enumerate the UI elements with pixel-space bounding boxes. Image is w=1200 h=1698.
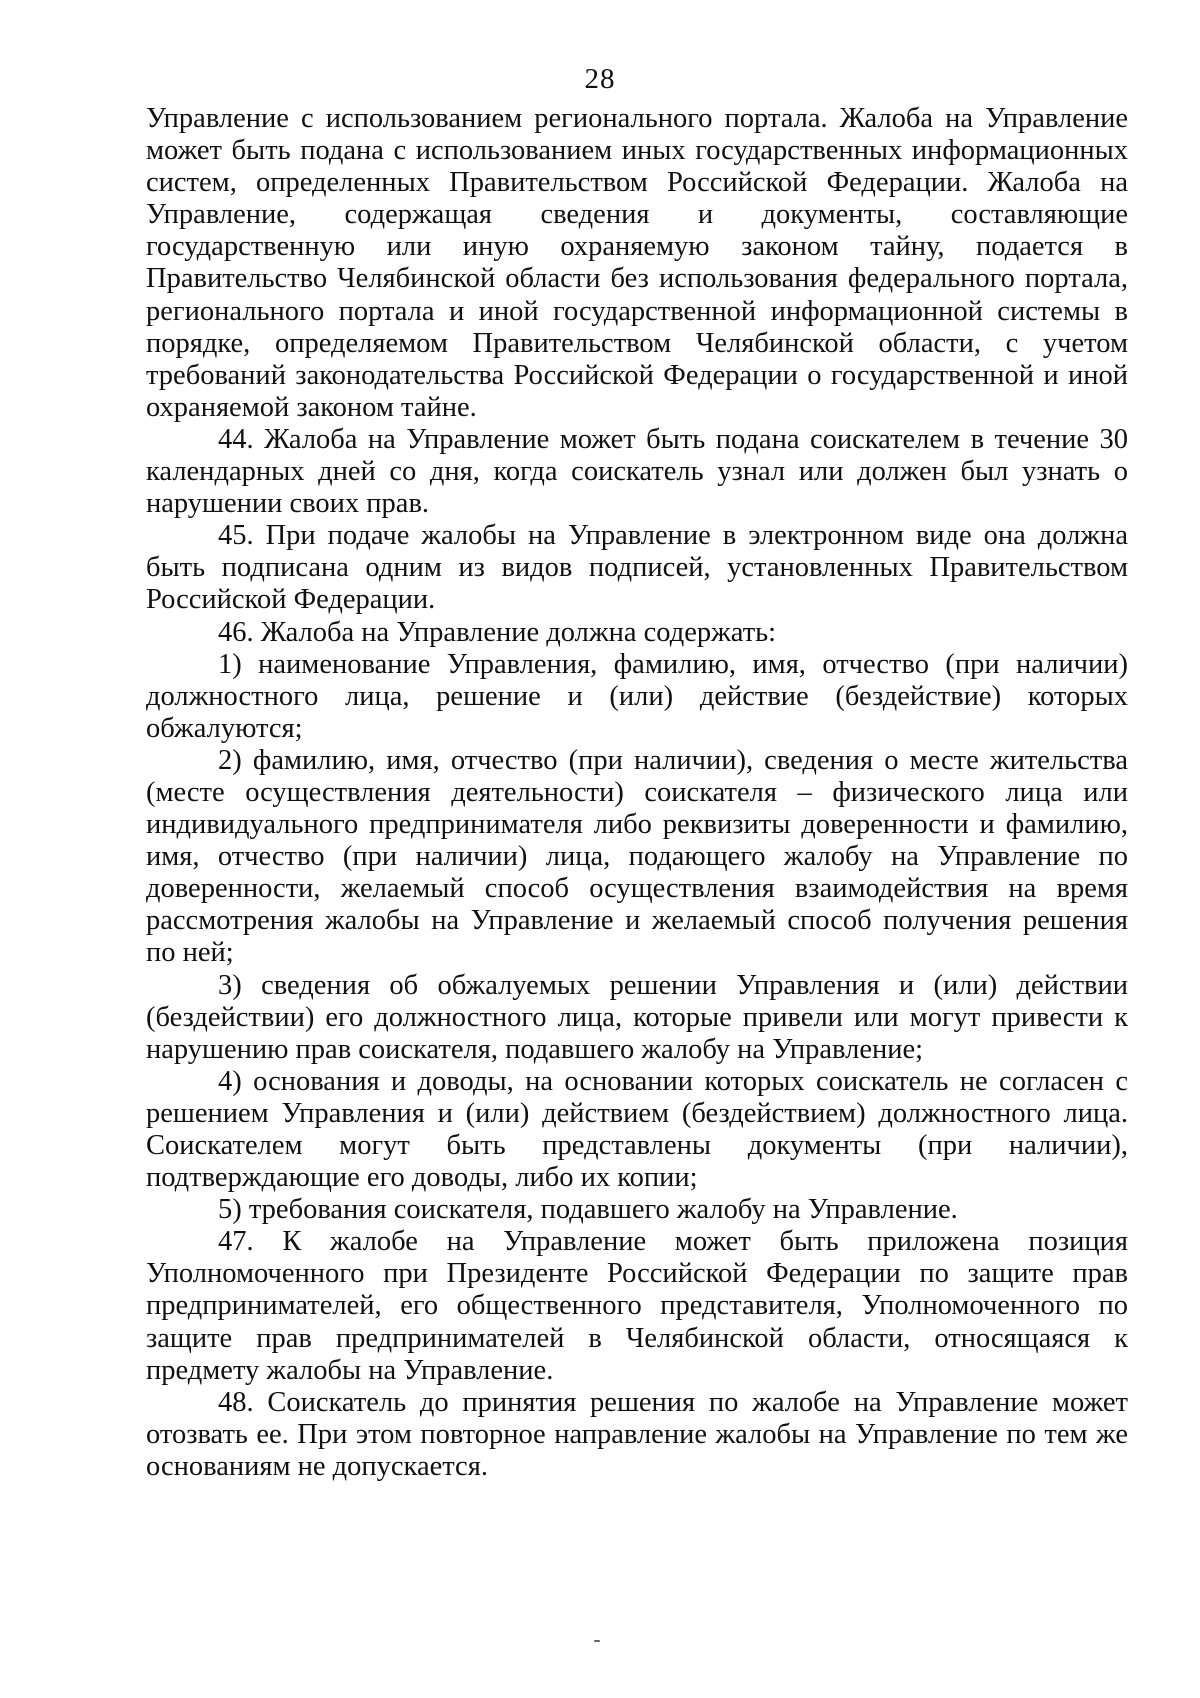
paragraph-48: 48. Соискатель до принятия решения по жалобе на Управление может отозвать ее. При этом повторное направление жалобы на Управление по тем же основаниям не допускается. (146, 1386, 1128, 1482)
paragraph-46-item-3: 3) сведения об обжалуемых решении Управления и (или) действии (бездействии) его должностного лица, которые привели или могут привести к нарушению прав соискателя, подавшего жалобу на Управление; (146, 969, 1128, 1065)
page-number: 28 (584, 63, 616, 95)
paragraph-46-item-2: 2) фамилию, имя, отчество (при наличии), сведения о месте жительства (месте осуществления деятельности) соискателя – физического лица или индивидуального предпринимателя либо реквизиты доверенности и фамилию, имя, отчество (при наличии) лица, подающего жалобу на Управление по доверенности, желаемый способ осуществления взаимодействия на время рассмотрения жалобы на Управление и желаемый способ получения решения по ней; (146, 744, 1128, 969)
paragraph-continued-text: Управление с использованием регионального портала. Жалоба на Управление может быть подана с использованием иных государственных информационных систем, определенных Правительством Российской Федерации. Жалоба на Управление, содержащая сведения и документы, составляющие государственную или иную охраняемую законом тайну, подается в Правительство Челябинской области без использования федерального портала, регионального портала и иной государственной информационной системы в порядке, определяемом Правительством Челябинской области, с учетом требований законодательства Российской Федерации о государственной и иной охраняемой законом тайне. (146, 103, 1128, 423)
paragraph-44: 44. Жалоба на Управление может быть подана соискателем в течение 30 календарных дней со дня, когда соискатель узнал или должен был узнать о нарушении своих прав. (146, 423, 1128, 520)
paragraph-46-item-4: 4) основания и доводы, на основании которых соискатель не согласен с решением Управления и (или) действием (бездействием) должностного лица. Соискателем могут быть представлены документы (при наличии), подтверждающие его доводы, либо их копии; (146, 1065, 1128, 1194)
paragraph-46-item-5: 5) требования соискателя, подавшего жалобу на Управление. (218, 1194, 958, 1226)
document-body (146, 103, 1128, 1483)
paragraph-45: 45. При подаче жалобы на Управление в электронном виде она должна быть подписана одним из видов подписей, установленных Правительством Российской Федерации. (146, 520, 1128, 616)
scan-speck (594, 1640, 600, 1642)
paragraph-47: 47. К жалобе на Управление может быть приложена позиция Уполномоченного при Президенте Российской Федерации по защите прав предпринимателей, его общественного представителя, Уполномоченного по защите прав предпринимателей в Челябинской области, относящаяся к предмету жалобы на Управление. (146, 1226, 1128, 1386)
paragraph-46: 46. Жалоба на Управление должна содержать: (218, 616, 777, 648)
paragraph-46-item-1: 1) наименование Управления, фамилию, имя, отчество (при наличии) должностного лица, решение и (или) действие (бездействие) которых обжалуются; (146, 648, 1128, 744)
